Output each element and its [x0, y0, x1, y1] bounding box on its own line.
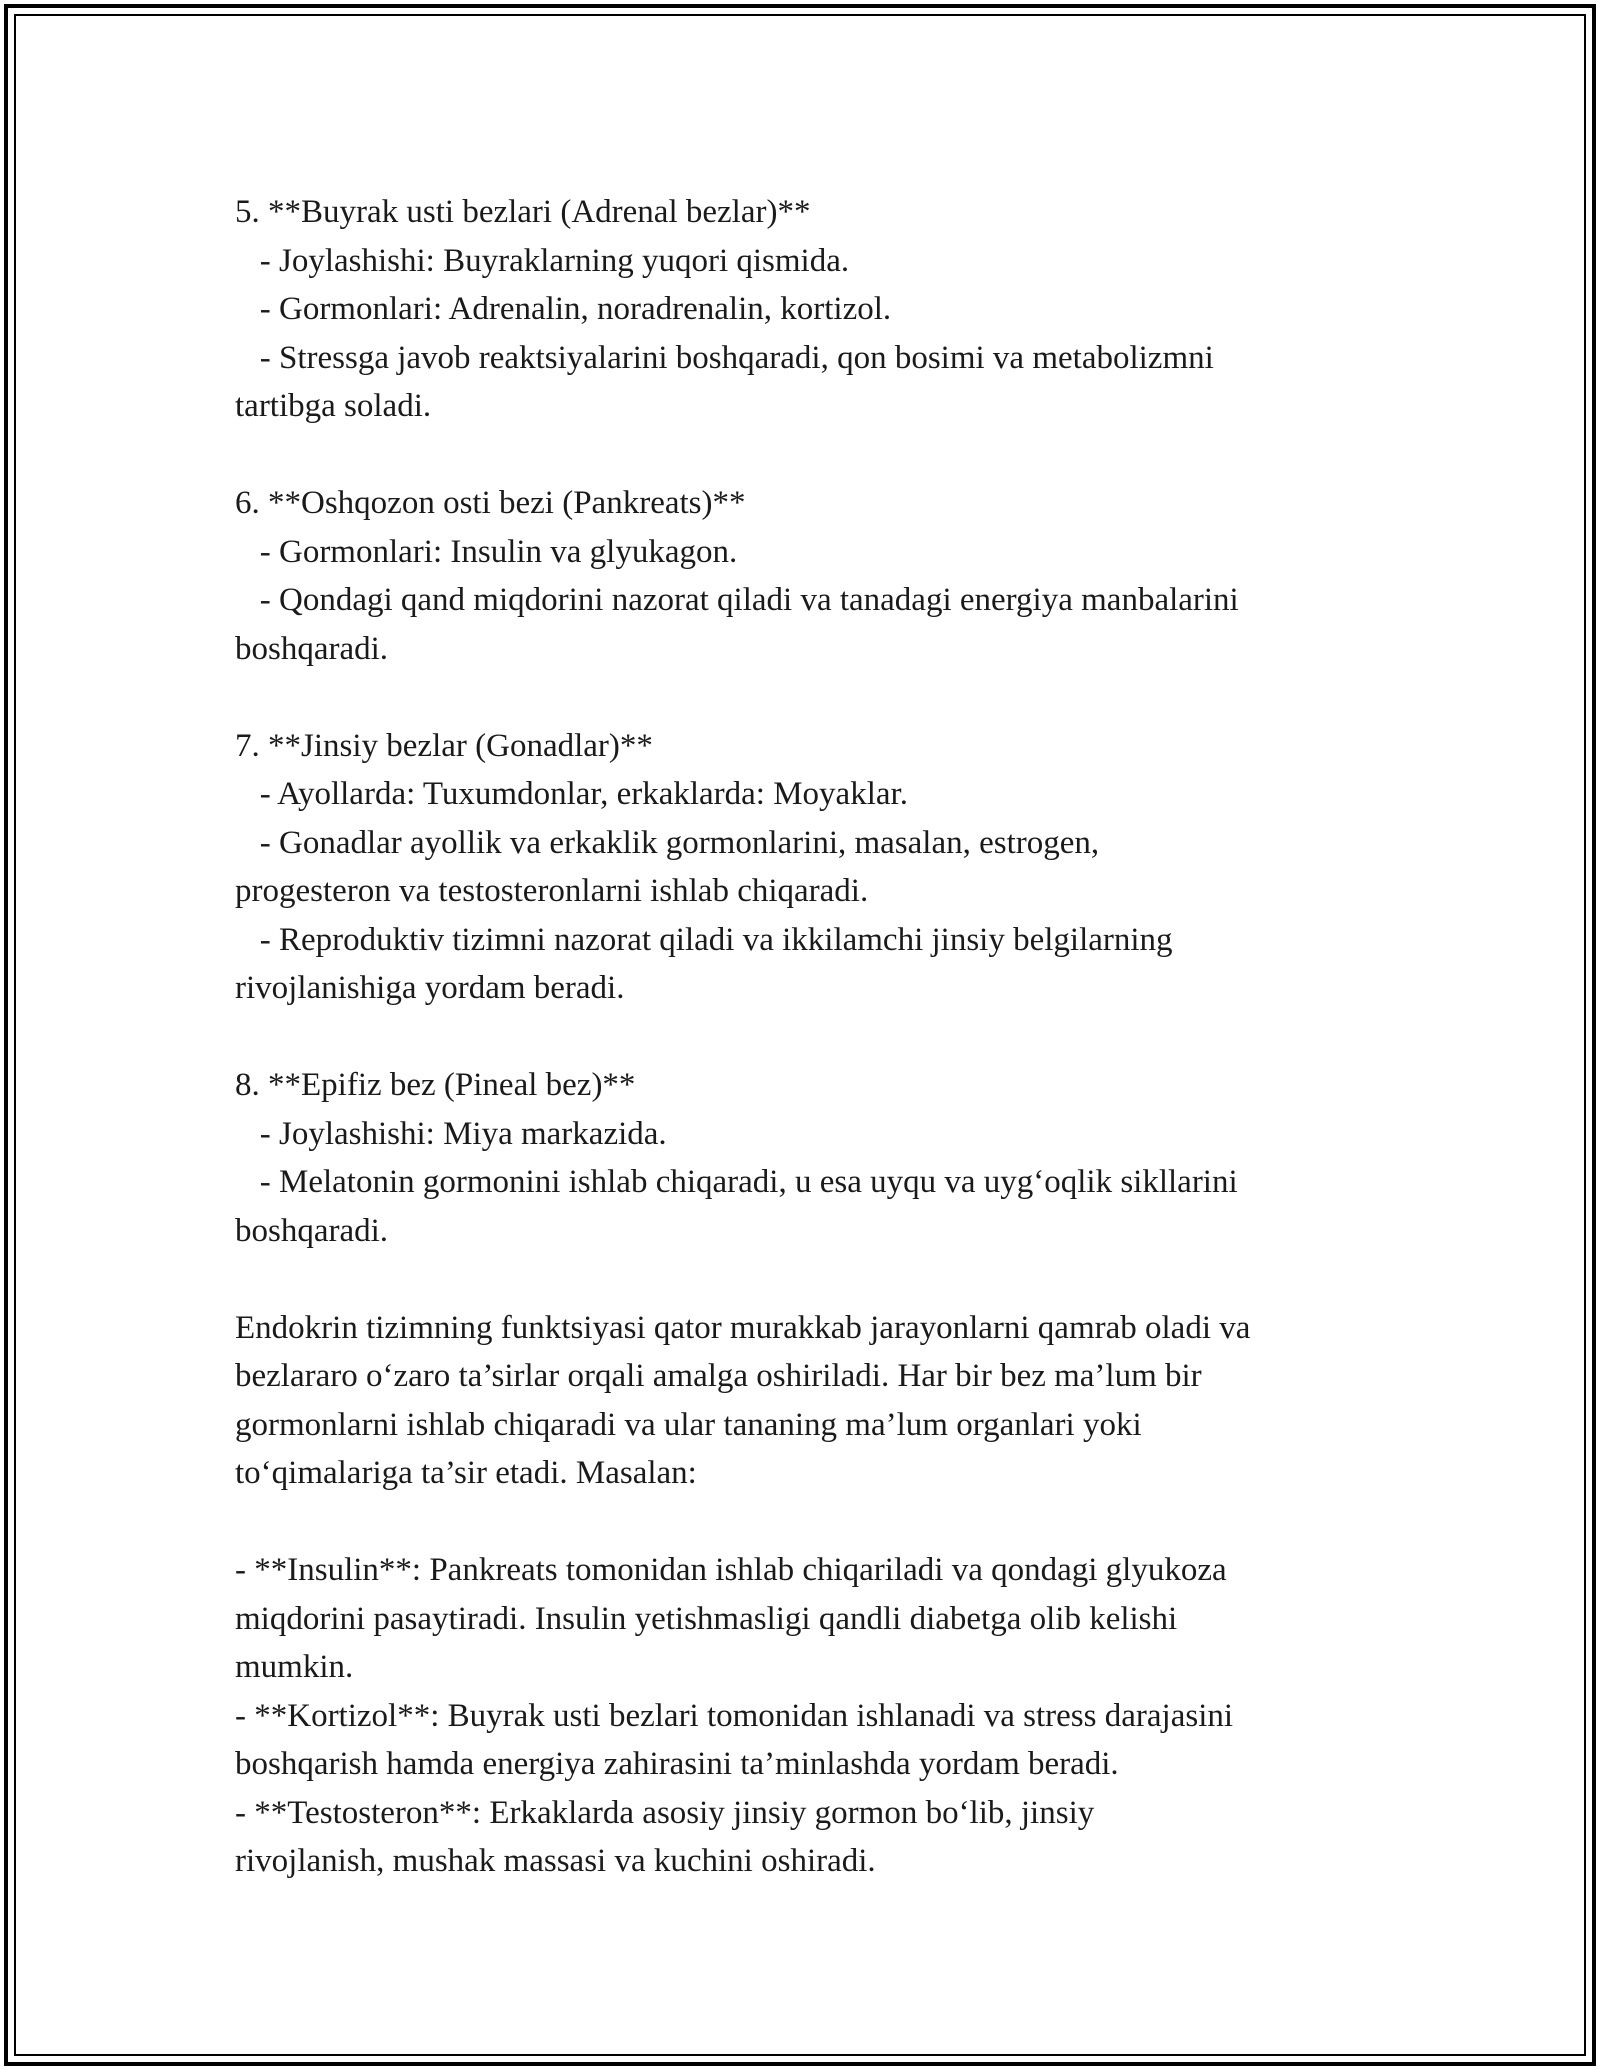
text-line: rivojlanishiga yordam beradi. — [235, 970, 625, 1006]
text-line: tartibga soladi. — [235, 388, 432, 424]
text-line: - Ayollarda: Tuxumdonlar, erkaklarda: Moyaklar. — [235, 776, 908, 812]
paragraph-gap — [235, 1255, 1375, 1304]
section-heading: 8. **Epifiz bez (Pineal bez)** — [235, 1067, 636, 1103]
text-line: boshqaradi. — [235, 1212, 389, 1249]
text-line: progesteron va testosteronlarni ishlab chiqaradi. — [235, 873, 869, 909]
list-item-testosterone: - **Testosteron**: Erkaklarda asosiy jinsiy gormon bo‘lib, jinsiy — [235, 1794, 1095, 1831]
text-line: - Gonadlar ayollik va erkaklik gormonlarini, masalan, estrogen, — [235, 824, 1100, 861]
section-pineal-gland — [235, 1061, 1375, 1255]
paragraph-gap — [235, 1013, 1375, 1062]
section-pancreas — [235, 479, 1375, 673]
document-body — [235, 188, 1375, 1886]
text-line: - Stressga javob reaktsiyalarini boshqaradi, qon bosimi va metabolizmni — [235, 339, 1214, 376]
text-line: - Gormonlari: Adrenalin, noradrenalin, kortizol. — [235, 291, 892, 327]
text-line: Endokrin tizimning funktsiyasi qator murakkab jarayonlarni qamrab oladi va — [235, 1309, 1251, 1346]
text-line: mumkin. — [235, 1649, 354, 1685]
text-line: - Reproduktiv tizimni nazorat qiladi va ikkilamchi jinsiy belgilarning — [235, 921, 1173, 958]
hormone-examples-list — [235, 1546, 1375, 1886]
text-line: gormonlarni ishlab chiqaradi va ular tananing ma’lum organlari yoki — [235, 1406, 1142, 1443]
text-line: - Joylashishi: Buyraklarning yuqori qismida. — [235, 242, 850, 279]
text-line: - Joylashishi: Miya markazida. — [235, 1115, 667, 1152]
text-line: miqdorini pasaytiradi. Insulin yetishmasligi qandli diabetga olib kelishi — [235, 1600, 1178, 1637]
text-line: boshqarish hamda energiya zahirasini ta’minlashda yordam beradi. — [235, 1746, 1119, 1782]
list-item-insulin: - **Insulin**: Pankreats tomonidan ishlab chiqariladi va qondagi glyukoza — [235, 1552, 1227, 1588]
section-heading: 7. **Jinsiy bezlar (Gonadlar)** — [235, 727, 653, 764]
text-line: - Qondagi qand miqdorini nazorat qiladi va tanadagi energiya manbalarini — [235, 582, 1239, 618]
text-line: bezlararo o‘zaro ta’sirlar orqali amalga oshiriladi. Har bir bez ma’lum bir — [235, 1358, 1202, 1394]
section-heading: 6. **Oshqozon osti bezi (Pankreats)** — [235, 485, 746, 521]
section-adrenal-glands — [235, 188, 1375, 431]
paragraph-gap — [235, 431, 1375, 480]
text-line: - Gormonlari: Insulin va glyukagon. — [235, 533, 738, 570]
endocrine-summary-paragraph — [235, 1304, 1375, 1498]
paragraph-gap — [235, 673, 1375, 722]
list-item-cortisol: - **Kortizol**: Buyrak usti bezlari tomonidan ishlanadi va stress darajasini — [235, 1697, 1234, 1734]
text-line: - Melatonin gormonini ishlab chiqaradi, u esa uyqu va uyg‘oqlik sikllarini — [235, 1164, 1238, 1200]
text-line: boshqaradi. — [235, 630, 389, 667]
text-line: rivojlanish, mushak massasi va kuchini oshiradi. — [235, 1843, 876, 1879]
section-heading: 5. **Buyrak usti bezlari (Adrenal bezlar)** — [235, 194, 811, 230]
paragraph-gap — [235, 1498, 1375, 1547]
text-line: to‘qimalariga ta’sir etadi. Masalan: — [235, 1455, 697, 1491]
section-gonads — [235, 722, 1375, 1013]
